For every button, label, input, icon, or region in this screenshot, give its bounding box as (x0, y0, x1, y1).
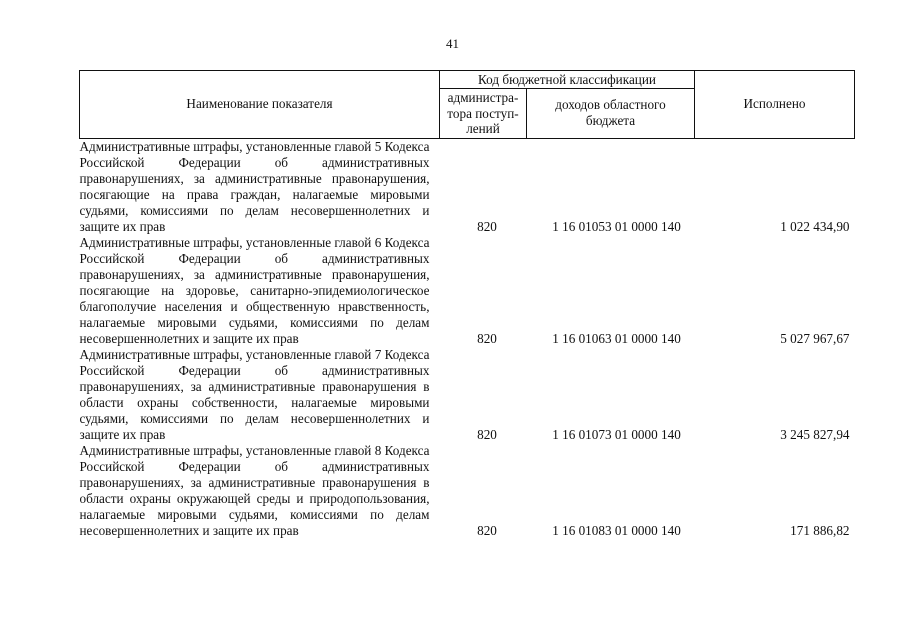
row-revenue-code: 1 16 01053 01 0000 140 (552, 218, 681, 234)
row-revenue-code: 1 16 01083 01 0000 140 (552, 522, 681, 538)
table-row (80, 347, 855, 443)
table-row (80, 138, 855, 235)
row-indicator-name: Административные штрафы, установленные главой 8 Кодекса Российской Федерации об административных правонарушениях, за административные правонарушения в области охраны окружающей среды и природопользования, налагаемые мировыми судьями, комиссиями по делам несовершеннолетних и защите их прав (79, 442, 430, 538)
row-executed-amount: 1 022 434,90 (780, 218, 850, 234)
row-administrator-code: 820 (477, 522, 497, 538)
header-regional-budget-revenue: доходов областного бюджета (527, 89, 695, 139)
header-budget-classification-code: Код бюджетной классификации (440, 71, 695, 89)
row-executed-amount: 3 245 827,94 (780, 426, 850, 442)
row-indicator-name: Административные штрафы, установленные главой 6 Кодекса Российской Федерации об административных правонарушениях, за административные правонарушения, посягающие на здоровье, санитарно-эпидемиологическое благополучие населения и общественную нравственность, налагаемые мировыми судьями, комиссиями по делам несовершеннолетних и защите их прав (79, 234, 430, 346)
budget-table (79, 70, 855, 539)
row-indicator-name: Административные штрафы, установленные главой 7 Кодекса Российской Федерации об административных правонарушениях, за административные правонарушения в области охраны собственности, налагаемые мировыми судьями, комиссиями по делам несовершеннолетних и защите их прав (79, 346, 430, 442)
header-revenue-administrator: администра-тора поступ-лений (440, 89, 527, 139)
header-indicator-name: Наименование показателя (80, 71, 440, 139)
row-administrator-code: 820 (477, 426, 497, 442)
row-revenue-code: 1 16 01073 01 0000 140 (552, 426, 681, 442)
row-revenue-code: 1 16 01063 01 0000 140 (552, 330, 681, 346)
row-indicator-name: Административные штрафы, установленные главой 5 Кодекса Российской Федерации об административных правонарушениях, за административные правонарушения, посягающие на права граждан, налагаемые мировыми судьями, комиссиями по делам несовершеннолетних и защите их прав (79, 138, 430, 234)
row-executed-amount: 5 027 967,67 (780, 330, 850, 346)
row-administrator-code: 820 (477, 330, 497, 346)
header-executed: Исполнено (695, 71, 855, 139)
table-row (80, 443, 855, 539)
row-executed-amount: 171 886,82 (790, 522, 850, 538)
table-row (80, 235, 855, 347)
row-administrator-code: 820 (477, 218, 497, 234)
table-header (80, 71, 855, 139)
page-number: 41 (446, 36, 459, 51)
